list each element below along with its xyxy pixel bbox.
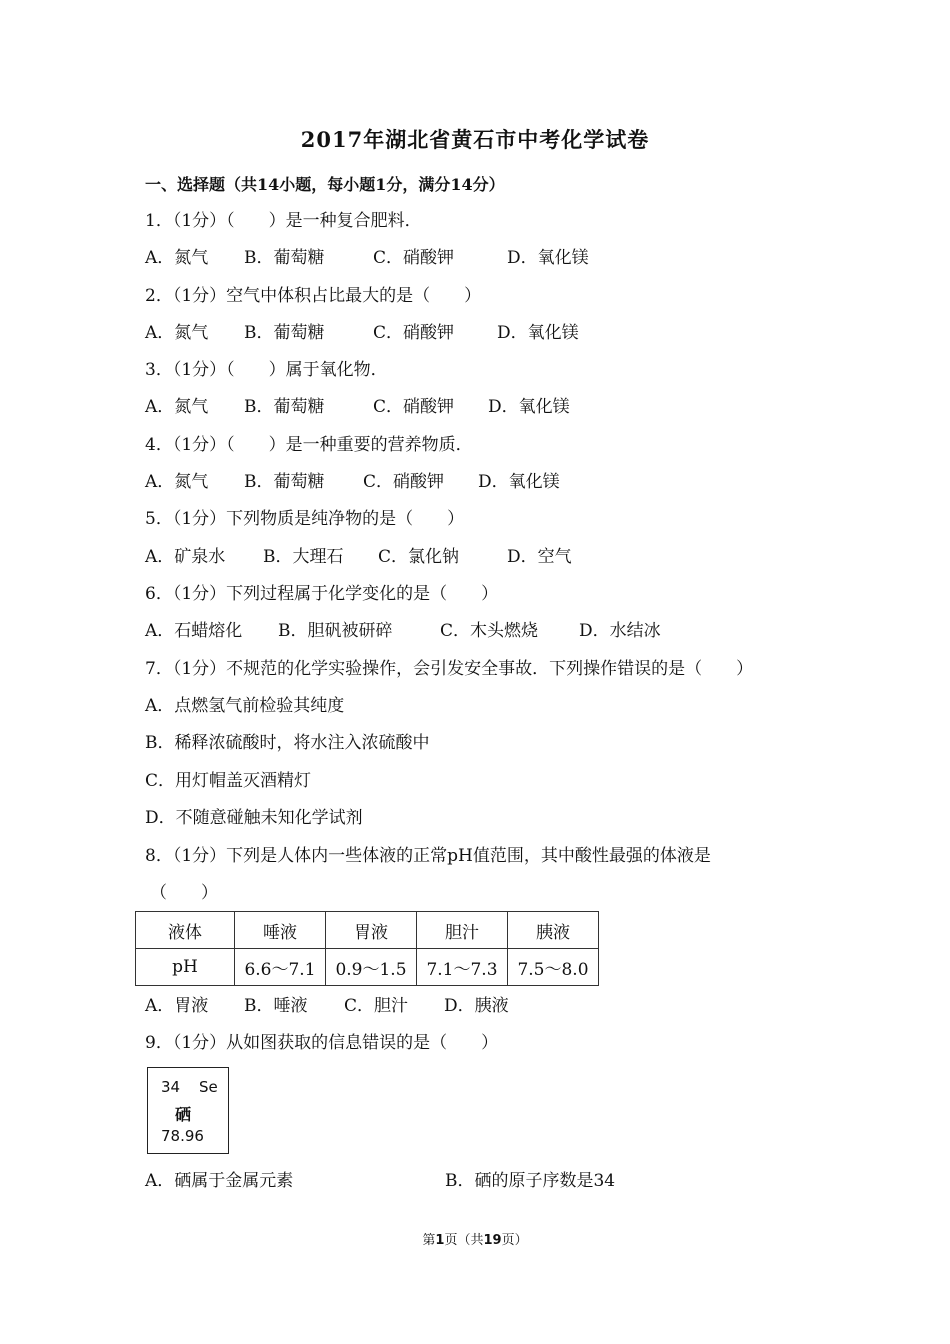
q1-option-c[interactable]: C．硝酸钾 <box>373 248 455 268</box>
question-2-stem: 2．（1分）空气中体积占比最大的是（ ） <box>145 286 482 306</box>
q7-option-a[interactable]: A．点燃氢气前检验其纯度 <box>145 696 345 716</box>
footer-suffix: 页） <box>501 1233 528 1248</box>
table-header-cell: 胃液 <box>326 912 417 949</box>
table-header-cell: 胰液 <box>508 912 599 949</box>
q4-option-d[interactable]: D．氧化镁 <box>478 472 560 492</box>
table-cell: 7.1～7.3 <box>417 949 508 986</box>
ph-table <box>135 911 599 986</box>
footer-middle: 页（共 <box>444 1233 484 1248</box>
footer-prefix: 第 <box>422 1233 436 1248</box>
q9-option-b[interactable]: B．硒的原子序数是34 <box>445 1171 616 1191</box>
footer-page-number: 1 <box>435 1233 445 1248</box>
table-header-cell: 唾液 <box>235 912 326 949</box>
section-heading: 一、选择题（共14小题，每小题1分，满分14分） <box>145 175 505 194</box>
q8-option-c[interactable]: C．胆汁 <box>344 996 409 1016</box>
table-cell: 0.9～1.5 <box>326 949 417 986</box>
q6-option-c[interactable]: C．木头燃烧 <box>440 621 539 641</box>
element-card-selenium <box>147 1067 229 1154</box>
q8-option-d[interactable]: D．胰液 <box>444 996 509 1016</box>
element-symbol: Se <box>199 1078 218 1096</box>
table-cell: 6.6～7.1 <box>235 949 326 986</box>
q2-option-b[interactable]: B．葡萄糖 <box>244 323 325 343</box>
q1-option-d[interactable]: D．氧化镁 <box>507 248 589 268</box>
element-name: 硒 <box>175 1105 192 1124</box>
table-header-cell: 液体 <box>136 912 235 949</box>
element-atomic-mass: 78.96 <box>161 1127 204 1145</box>
q2-option-c[interactable]: C．硝酸钾 <box>373 323 455 343</box>
q6-option-b[interactable]: B．胆矾被研碎 <box>278 621 393 641</box>
q8-option-b[interactable]: B．唾液 <box>244 996 308 1016</box>
table-cell: pH <box>136 949 235 986</box>
q9-option-a[interactable]: A．硒属于金属元素 <box>145 1171 294 1191</box>
q2-option-a[interactable]: A．氮气 <box>145 323 209 343</box>
q1-option-b[interactable]: B．葡萄糖 <box>244 248 325 268</box>
q3-option-b[interactable]: B．葡萄糖 <box>244 397 325 417</box>
table-row <box>136 949 599 986</box>
question-1-stem: 1．（1分）（ ）是一种复合肥料． <box>145 211 422 231</box>
element-atomic-number: 34 <box>161 1078 181 1096</box>
q5-option-b[interactable]: B．大理石 <box>263 547 344 567</box>
q8-option-a[interactable]: A．胃液 <box>145 996 209 1016</box>
page-footer <box>0 1229 950 1248</box>
question-8-stem-continued: （ ） <box>150 883 218 903</box>
q7-option-c[interactable]: C．用灯帽盖灭酒精灯 <box>145 771 312 791</box>
table-header-cell: 胆汁 <box>417 912 508 949</box>
q1-option-a[interactable]: A．氮气 <box>145 248 209 268</box>
question-3-stem: 3．（1分）（ ）属于氧化物． <box>145 360 388 380</box>
question-4-stem: 4．（1分）（ ）是一种重要的营养物质． <box>145 435 473 455</box>
question-5-stem: 5．（1分）下列物质是纯净物的是（ ） <box>145 509 465 529</box>
footer-total-pages: 19 <box>483 1233 502 1248</box>
q6-option-d[interactable]: D．水结冰 <box>579 621 661 641</box>
table-row <box>136 912 599 949</box>
table-cell: 7.5～8.0 <box>508 949 599 986</box>
q2-option-d[interactable]: D．氧化镁 <box>497 323 579 343</box>
question-9-stem: 9．（1分）从如图获取的信息错误的是（ ） <box>145 1033 499 1053</box>
q5-option-d[interactable]: D．空气 <box>507 547 572 567</box>
q3-option-a[interactable]: A．氮气 <box>145 397 209 417</box>
exam-title: 2017年湖北省黄石市中考化学试卷 <box>300 127 650 152</box>
q7-option-d[interactable]: D．不随意碰触未知化学试剂 <box>145 808 363 828</box>
question-8-stem: 8．（1分）下列是人体内一些体液的正常pH值范围，其中酸性最强的体液是 <box>145 846 711 866</box>
q4-option-c[interactable]: C．硝酸钾 <box>363 472 445 492</box>
question-7-stem: 7．（1分）不规范的化学实验操作，会引发安全事故．下列操作错误的是（ ） <box>145 659 754 679</box>
q5-option-a[interactable]: A．矿泉水 <box>145 547 226 567</box>
q5-option-c[interactable]: C．氯化钠 <box>378 547 460 567</box>
question-6-stem: 6．（1分）下列过程属于化学变化的是（ ） <box>145 584 499 604</box>
q4-option-a[interactable]: A．氮气 <box>145 472 209 492</box>
q4-option-b[interactable]: B．葡萄糖 <box>244 472 325 492</box>
q7-option-b[interactable]: B．稀释浓硫酸时，将水注入浓硫酸中 <box>145 733 430 753</box>
q6-option-a[interactable]: A．石蜡熔化 <box>145 621 243 641</box>
q3-option-d[interactable]: D．氧化镁 <box>488 397 570 417</box>
q3-option-c[interactable]: C．硝酸钾 <box>373 397 455 417</box>
